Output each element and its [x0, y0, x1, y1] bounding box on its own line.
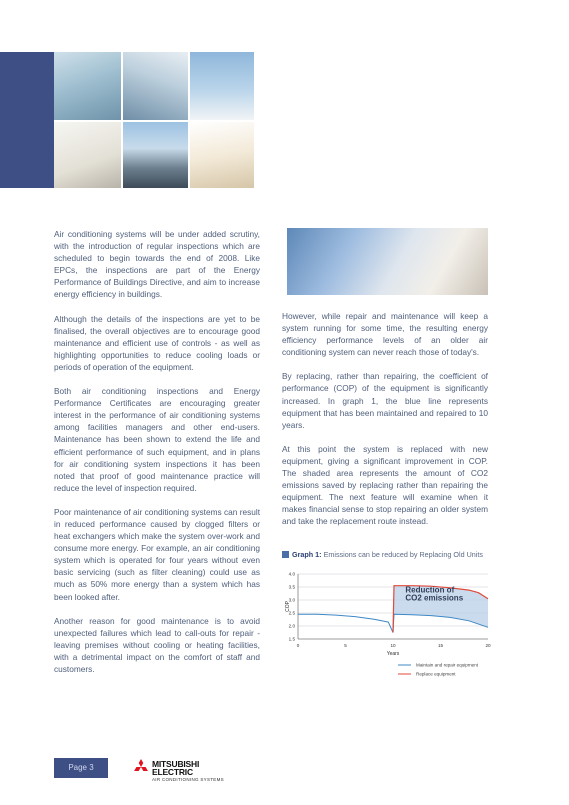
x-tick-labels	[297, 643, 491, 648]
graph-caption-text: Emissions can be reduced by Replacing Old Units	[323, 550, 483, 559]
graph-label: Graph 1:	[292, 550, 322, 559]
paragraph: However, while repair and maintenance will keep a system running for some time, the resulting energy efficiency performance levels of an older air conditioning system can never reach those of today's.	[282, 311, 488, 358]
y-tick-label: 1.5	[288, 636, 295, 642]
cop-chart	[280, 566, 492, 684]
brand-line3: AIR CONDITIONING SYSTEMS	[152, 777, 224, 782]
call-centre-photo	[287, 228, 488, 295]
chart-legend	[398, 663, 479, 677]
office-glass-photo	[54, 52, 121, 120]
caption-square-icon	[282, 551, 289, 558]
paragraph: Both air conditioning inspections and Energy Performance Certificates are encouraging greater interest in the performance of air conditioning systems among facilities managers and other end-users. Maintenance has been shown to extend the life and efficient performance of such equipment, and in plans for air conditioning system inspections it has been noted that proof of good maintenance practice will reduce the level of inspection required.	[54, 386, 260, 493]
y-tick-label: 4.0	[288, 571, 295, 577]
y-tick-label: 2.0	[288, 623, 295, 629]
brand-wordmark	[152, 760, 224, 784]
right-column	[282, 310, 488, 540]
paragraph: At this point the system is replaced with new equipment, giving a significant improvement in COP. The shaded area represents the amount of CO2 emissions saved by replacing rather than repairing the equipment. The next feature will examine when it makes financial sense to stop repairing an older system and take the replacement route instead.	[282, 443, 488, 527]
x-tick-label: 15	[437, 643, 444, 648]
x-tick-label: 0	[296, 643, 300, 648]
paragraph: Although the details of the inspections are yet to be finalised, the overall objectives are to encourage good maintenance and efficient use of controls - as well as highlighting opportunities to reduce cooling loads or periods of operation of the equipment.	[54, 313, 260, 372]
paragraph: By replacing, rather than repairing, the coefficient of performance (COP) of the equipment is significantly increased. In graph 1, the blue line represents equipment that has been maintained and repaired to 10 years.	[282, 371, 488, 430]
x-tick-label: 5	[344, 643, 347, 648]
woman-phone-photo	[54, 122, 121, 188]
x-tick-label: 10	[390, 643, 396, 648]
y-tick-label: 3.5	[288, 584, 295, 590]
office-building-photo	[123, 122, 188, 188]
legend-label: Replace equipment	[416, 671, 456, 677]
left-column	[54, 228, 260, 687]
x-tick-label: 20	[485, 643, 491, 648]
building-interior-photo	[123, 52, 188, 120]
y-axis-label: COP	[285, 601, 291, 612]
annotation-line1: Reduction of	[405, 585, 455, 595]
legend-label: Maintain and repair equipment	[416, 662, 479, 668]
brand-line1: MITSUBISHI	[152, 759, 200, 769]
mitsubishi-logo-icon	[133, 759, 149, 774]
y-tick-label: 3.0	[288, 597, 295, 603]
paragraph: Poor maintenance of air conditioning systems can result in reduced performance caused by clogged filters or heat exchangers which make the system over-work and consume more energy. For example, an air conditioning system which is operated for four years without even basic servicing (such as filter cleaning) could use as much as 50% more energy than a system which has been looked after.	[54, 506, 260, 602]
paragraph: Another reason for good maintenance is to avoid unexpected failures which lead to call-outs for repair - leaving premises without cooling or heating facilities, with a detrimental impact on the comfort of staff and customers.	[54, 615, 260, 674]
x-axis-label: Years	[386, 651, 400, 657]
graph-caption	[282, 550, 483, 559]
brand-line2: ELECTRIC	[152, 767, 193, 777]
annotation-line2: CO2 emissions	[405, 593, 464, 603]
sky-photo	[190, 52, 254, 120]
y-tick-label: 2.5	[288, 610, 295, 616]
page-number: Page 3	[54, 758, 108, 778]
paragraph: Air conditioning systems will be under added scrutiny, with the introduction of regular inspections which are scheduled to begin towards the end of 2008. Like EPCs, the inspections are part of the Energy Performance of Buildings Directive, and aim to increase energy efficiency in buildings.	[54, 229, 260, 300]
header-accent-band	[0, 52, 54, 188]
bright-interior-photo	[190, 122, 254, 188]
